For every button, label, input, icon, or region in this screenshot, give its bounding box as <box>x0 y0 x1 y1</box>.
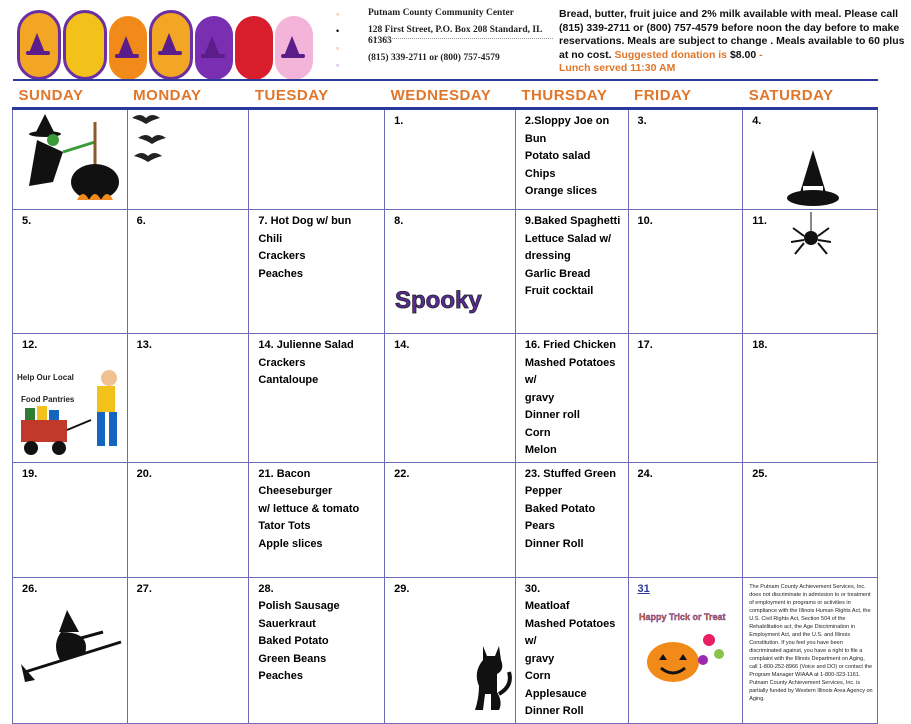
letter-r <box>275 16 313 80</box>
day-cell <box>743 109 878 210</box>
menu-item: Bun <box>524 132 547 145</box>
day-cell <box>127 334 249 463</box>
meal-info-main: Bread, butter, fruit juice and 2% milk available with meal. Please call (815) 339-2711 or (800) 757-4579 before noon the day before to make reservations. Meals are subject to change . Meals available to 60 plus at no cost. <box>559 8 905 61</box>
menu-item: Potato salad <box>524 150 591 162</box>
day-cell <box>249 577 385 723</box>
day-header-wednesday: WEDNESDAY <box>385 80 516 109</box>
happy-text: Happy Trick or Treat <box>638 611 726 622</box>
menu-item: Dinner Roll <box>524 705 584 717</box>
day-entry-first-line: 7. Hot Dog w/ bun <box>258 215 352 227</box>
day-entry-first-line: 29. <box>394 582 410 595</box>
day-entry-first-line: 21. Bacon Cheeseburger <box>258 467 333 497</box>
menu-item: gravy <box>524 652 555 665</box>
spooky-graphic <box>391 278 511 329</box>
day-cell <box>385 109 516 210</box>
day-cell <box>628 109 743 210</box>
witch-hat-icon <box>783 148 843 210</box>
day-entry-first-line: 20. <box>136 467 152 480</box>
menu-item: Garlic Bread <box>524 267 591 280</box>
day-header-thursday: THURSDAY <box>515 80 628 109</box>
menu-item: Peaches <box>258 267 304 280</box>
day-entry-first-line: 8. <box>394 215 404 227</box>
day-cell <box>515 210 628 334</box>
day-cell <box>249 462 385 577</box>
menu-item: Fruit cocktail <box>524 285 594 297</box>
trick-or-treat-graphic <box>633 600 733 693</box>
letter-b <box>195 16 233 80</box>
menu-item: Chili <box>258 232 283 245</box>
day-entry-first-line: 2.Sloppy Joe on <box>524 115 610 127</box>
day-entry-first-line: 13. <box>136 339 152 351</box>
day-cell <box>515 577 628 723</box>
day-header-friday: FRIDAY <box>628 80 743 109</box>
day-cell <box>249 109 385 210</box>
witch-cauldron-icon <box>23 112 123 210</box>
spooky-text: Spooky <box>395 287 482 314</box>
donation-amount: $8.00 <box>729 48 757 61</box>
letter-e <box>235 16 273 80</box>
day-cell <box>127 577 249 723</box>
week-row <box>13 109 878 210</box>
menu-item: Sauerkraut <box>258 617 316 630</box>
witch-broom-icon <box>21 602 125 689</box>
center-name: Putnam County Community Center <box>368 8 514 18</box>
black-cat-icon <box>469 642 515 719</box>
day-entry-first-line: 30. <box>524 582 541 595</box>
menu-item: Mashed Potatoes w/ <box>524 617 616 647</box>
day-cell <box>13 334 128 463</box>
day-cell <box>628 577 743 723</box>
day-header-saturday: SATURDAY <box>743 80 878 109</box>
week-row <box>13 577 878 723</box>
day-cell <box>127 109 249 210</box>
day-cell <box>13 210 128 334</box>
day-entry-first-line: 1. <box>394 115 404 127</box>
menu-item: w/ lettuce & tomato <box>258 502 360 515</box>
day-entry-first-line: 14. <box>394 339 410 351</box>
menu-item: Crackers <box>258 250 306 262</box>
day-cell <box>743 577 878 723</box>
letter-o-pumpkin <box>17 10 61 80</box>
month-title-graphic <box>17 12 335 80</box>
week-row <box>13 462 878 577</box>
day-entry-first-line: 25. <box>752 467 768 480</box>
food-pantry-text-1: Help Our Local <box>17 373 74 382</box>
menu-item: Meatloaf <box>524 600 570 612</box>
spider-icon <box>791 212 831 263</box>
day-entry-first-line: 4. <box>752 115 762 127</box>
day-cell <box>13 462 128 577</box>
day-entry-first-line: 26. <box>22 582 38 595</box>
lunch-time: Lunch served 11:30 AM <box>559 62 676 74</box>
day-entry-first-line: 28. <box>258 582 274 595</box>
day-entry-first-line: 5. <box>22 215 32 227</box>
menu-item: Cantaloupe <box>258 374 319 386</box>
day-cell <box>515 334 628 463</box>
menu-item: Green Beans <box>258 652 327 665</box>
day-cell <box>743 210 878 334</box>
day-cell <box>515 109 628 210</box>
day-entry-first-line: 14. Julienne Salad <box>258 339 354 351</box>
day-cell <box>628 334 743 463</box>
week-row <box>13 334 878 463</box>
menu-item: Melon <box>524 444 557 456</box>
day-cell <box>13 577 128 723</box>
nondiscrimination-notice: The Putnam County Achievement Services, Inc. does not discriminate in admission to or treatment of employment in programs or activities in compliance with the Illinois Human Rights Act, the U.S. Civil Rights Act, Section 504 of the Rehabilitation act, the Age Discrimination in Employment Act, and the U.S. and Illinois Constitution. If you feel you have been discriminated against, you have a right to file a complaint with the Illinois Department on Aging, call 1-800-252-8966 (Voice and DO) or contact the Program Manager WIAAA at 1-800-323-1161. Putnam County Achievement Services, Inc. is partially funded by Western Illinois Area Agency on Aging. <box>749 583 873 702</box>
menu-item: Applesauce <box>524 687 587 700</box>
menu-item: Dinner roll <box>524 409 580 421</box>
letter-t <box>109 16 147 80</box>
day-cell <box>385 334 516 463</box>
day-cell <box>628 462 743 577</box>
meal-info <box>559 8 906 76</box>
calendar-table <box>12 79 878 724</box>
center-phone: (815) 339-2711 or (800) 757-4579 <box>368 53 500 63</box>
day-entry-first-line: 16. Fried Chicken <box>524 339 616 351</box>
day-cell <box>127 462 249 577</box>
day-cell <box>249 334 385 463</box>
day-entry-first-line: 6. <box>136 215 146 227</box>
day-cell <box>385 210 516 334</box>
letter-c <box>63 10 107 80</box>
food-pantry-graphic <box>15 364 123 462</box>
center-info <box>368 8 546 70</box>
day-header-tuesday: TUESDAY <box>249 80 385 109</box>
food-pantry-text-2: Food Pantries <box>21 395 75 404</box>
day-cell <box>385 577 516 723</box>
weekday-header-row <box>13 80 878 109</box>
day-cell <box>743 462 878 577</box>
day-entry-first-line: 27. <box>136 582 152 595</box>
letter-o <box>149 10 193 80</box>
day-entry-first-line: 3. <box>637 115 647 127</box>
menu-item: Apple slices <box>258 537 323 550</box>
day-cell <box>515 462 628 577</box>
donation-dash: - <box>756 48 763 61</box>
dotted-divider <box>368 38 553 39</box>
day-entry-first-line: 11. <box>752 215 767 227</box>
menu-item: Polish Sausage <box>258 600 340 612</box>
menu-item: Pepper <box>524 485 563 497</box>
menu-item: Peaches <box>258 670 304 682</box>
week-row <box>13 210 878 334</box>
bats-icon <box>130 110 174 177</box>
day-entry-first-line: 22. <box>394 467 410 480</box>
menu-item: Corn <box>524 670 551 682</box>
menu-item: Mashed Potatoes w/ <box>524 356 616 386</box>
day-entry-first-line: 17. <box>637 339 653 351</box>
center-address: 128 First Street, P.O. Box 208 Standard, IL 61363 <box>368 25 542 46</box>
day-cell <box>628 210 743 334</box>
menu-item: Chips <box>524 167 556 180</box>
donation-label: Suggested donation is <box>614 48 730 61</box>
day-entry-first-line: 23. Stuffed Green <box>524 467 616 480</box>
day-cell <box>743 334 878 463</box>
menu-item: Lettuce Salad w/ <box>524 232 612 245</box>
header-bullets: ◦ • ◦ ◦ <box>336 9 340 70</box>
day-entry-first-line: 10. <box>637 215 653 227</box>
menu-item: gravy <box>524 391 555 404</box>
day-header-sunday: SUNDAY <box>13 80 128 109</box>
day-entry-first-line: 9.Baked Spaghetti <box>524 215 621 227</box>
menu-item: Tator Tots <box>258 520 311 532</box>
day-entry-first-line: 19. <box>22 467 38 480</box>
menu-item: Orange slices <box>524 185 598 197</box>
menu-item: Pears <box>524 520 555 532</box>
menu-item: dressing <box>524 250 571 262</box>
menu-item: Dinner Roll <box>524 537 584 550</box>
calendar-body <box>13 109 878 724</box>
day-entry-first-line: 18. <box>752 339 768 351</box>
day-entry-first-line: 31 <box>637 582 650 595</box>
day-cell <box>127 210 249 334</box>
day-header-monday: MONDAY <box>127 80 249 109</box>
menu-item: Crackers <box>258 356 306 369</box>
day-entry-first-line: 24. <box>637 467 653 480</box>
day-cell <box>13 109 128 210</box>
day-cell <box>249 210 385 334</box>
day-entry-first-line: 12. <box>22 339 38 351</box>
menu-item: Baked Potato <box>524 502 596 515</box>
day-cell <box>385 462 516 577</box>
menu-item: Corn <box>524 426 551 439</box>
menu-item: Baked Potato <box>258 635 329 647</box>
